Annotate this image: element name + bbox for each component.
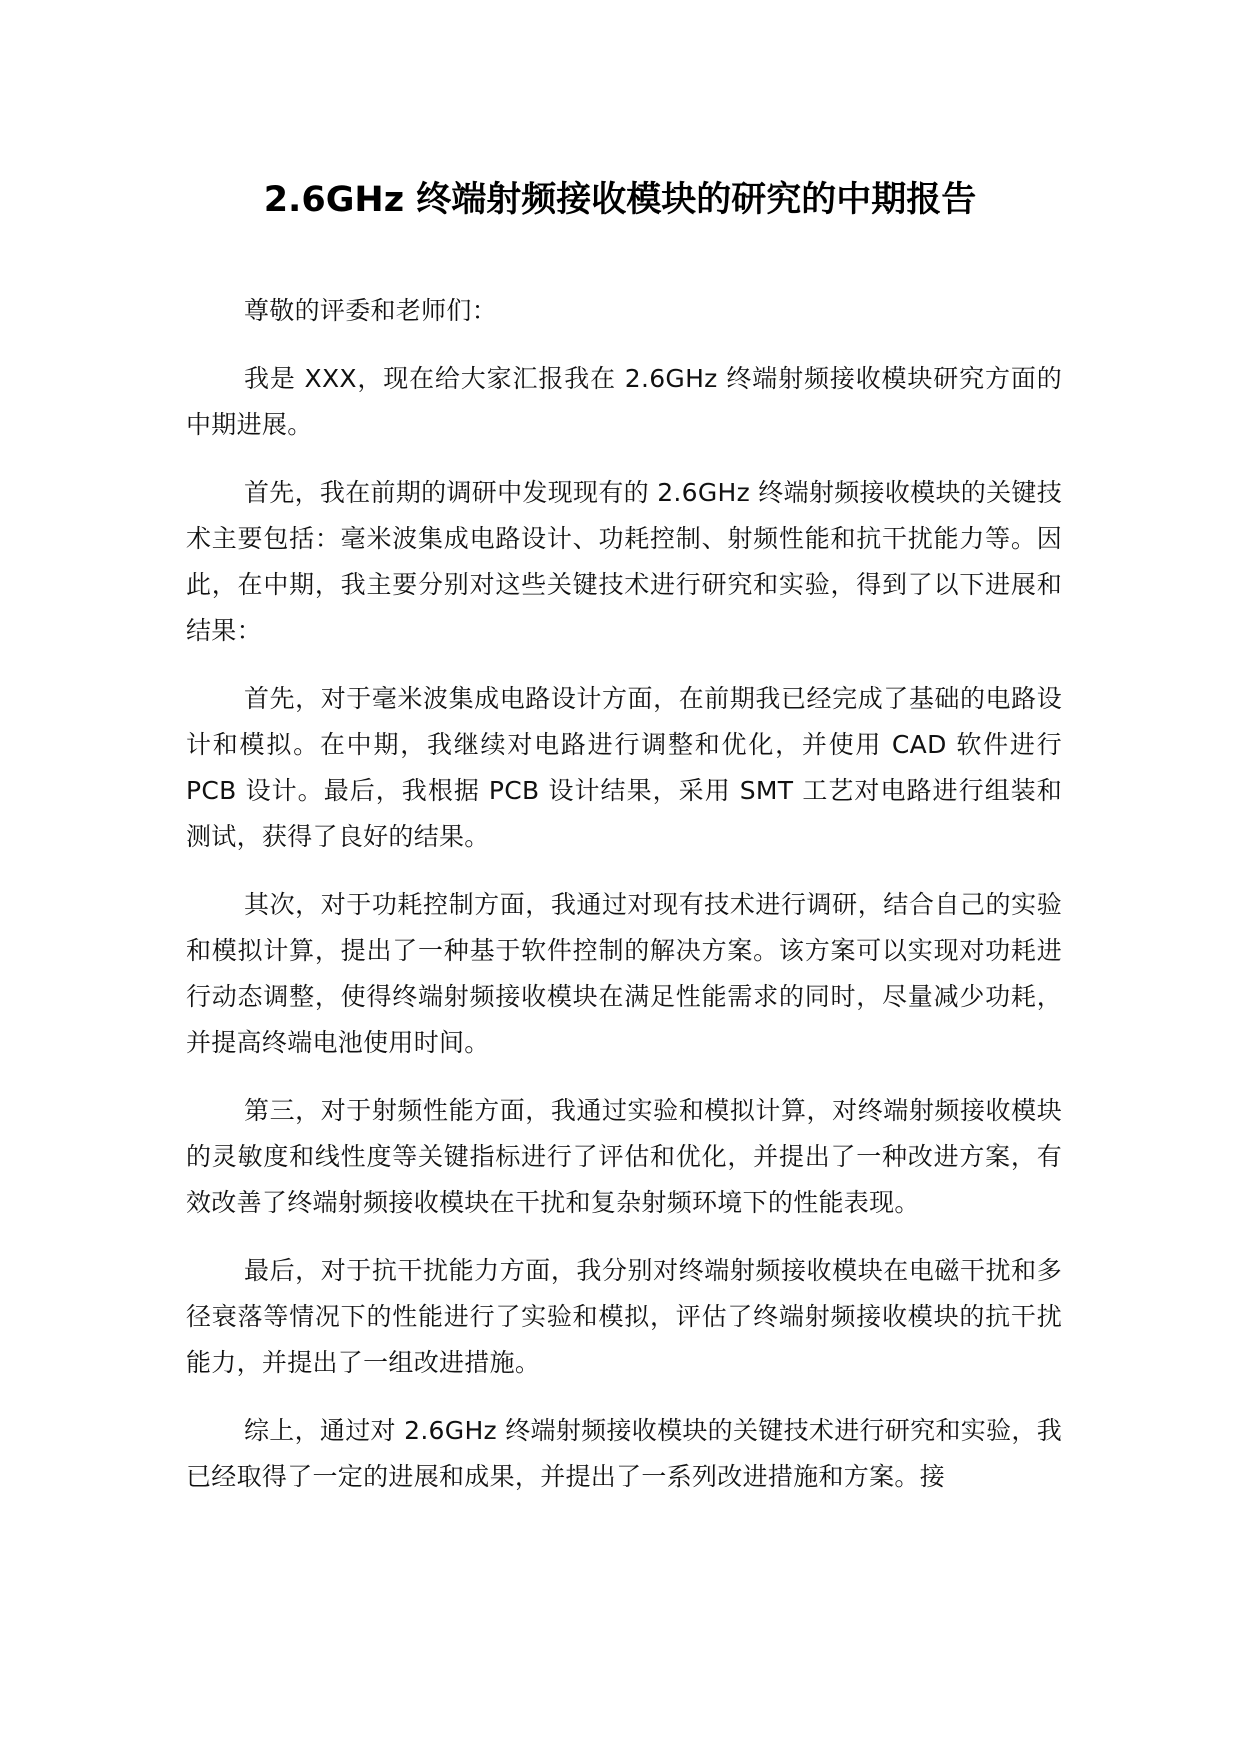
document-body (186, 288, 1062, 1522)
paragraph-key-technologies: 首先，我在前期的调研中发现现有的 2.6GHz 终端射频接收模块的关键技术主要包括：毫米波集成电路设计、功耗控制、射频性能和抗干扰能力等。因此，在中期，我主要分别对这些关键技术进行研究和实验，得到了以下进展和结果： (186, 478, 1062, 645)
paragraph-rf-performance: 第三，对于射频性能方面，我通过实验和模拟计算，对终端射频接收模块的灵敏度和线性度等关键指标进行了评估和优化，并提出了一种改进方案，有效改善了终端射频接收模块在干扰和复杂射频环境下的性能表现。 (186, 1096, 1062, 1217)
paragraph-anti-interference: 最后，对于抗干扰能力方面，我分别对终端射频接收模块在电磁干扰和多径衰落等情况下的性能进行了实验和模拟，评估了终端射频接收模块的抗干扰能力，并提出了一组改进措施。 (186, 1256, 1062, 1377)
paragraph-salutation: 尊敬的评委和老师们： (244, 296, 498, 325)
paragraph-circuit-design: 首先，对于毫米波集成电路设计方面，在前期我已经完成了基础的电路设计和模拟。在中期，我继续对电路进行调整和优化，并使用 CAD 软件进行 PCB 设计。最后，我根据 PCB 设计结果，采用 SMT 工艺对电路进行组装和测试，获得了良好的结果。 (186, 684, 1062, 851)
paragraph-power-control: 其次，对于功耗控制方面，我通过对现有技术进行调研，结合自己的实验和模拟计算，提出了一种基于软件控制的解决方案。该方案可以实现对功耗进行动态调整，使得终端射频接收模块在满足性能需求的同时，尽量减少功耗，并提高终端电池使用时间。 (186, 890, 1062, 1057)
paragraph-introduction: 我是 XXX，现在给大家汇报我在 2.6GHz 终端射频接收模块研究方面的中期进展。 (186, 364, 1062, 439)
document-title: 2.6GHz 终端射频接收模块的研究的中期报告 (263, 180, 977, 220)
paragraph-summary: 综上，通过对 2.6GHz 终端射频接收模块的关键技术进行研究和实验，我已经取得了一定的进展和成果，并提出了一系列改进措施和方案。接 (186, 1416, 1062, 1491)
